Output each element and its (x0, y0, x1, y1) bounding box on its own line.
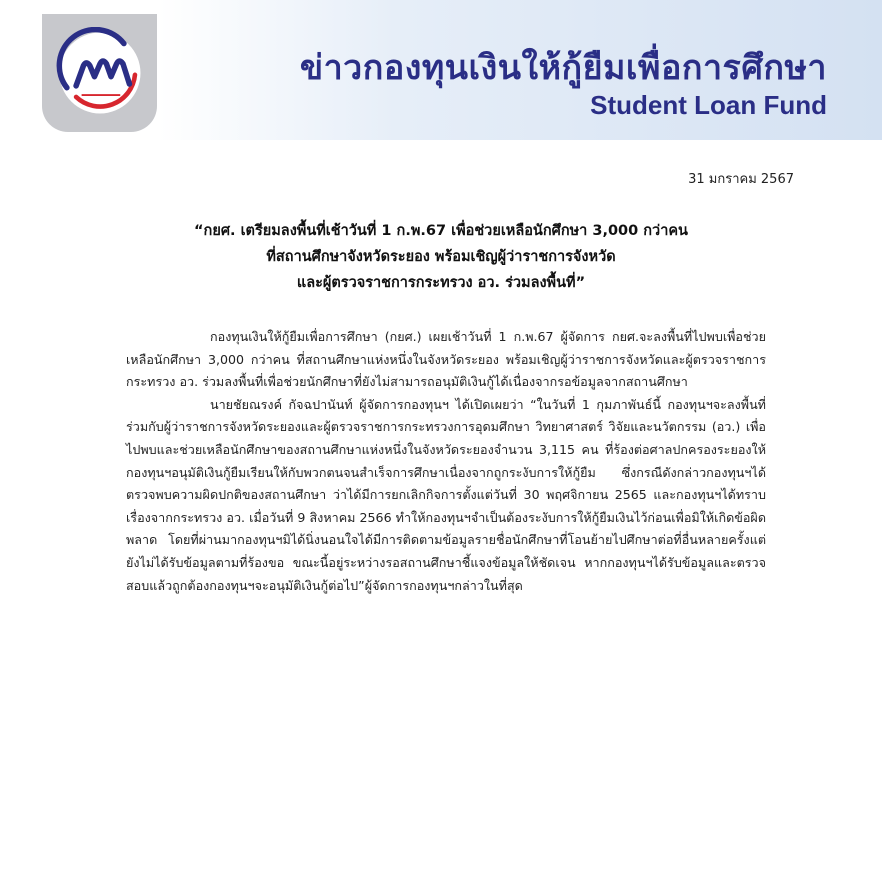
headline-line-1: “กยศ. เตรียมลงพื้นที่เช้าวันที่ 1 ก.พ.67 เพื่อช่วยเหลือนักศึกษา 3,000 กว่าคน (194, 223, 688, 239)
body-paragraph-1: กองทุนเงินให้กู้ยืมเพื่อการศึกษา (กยศ.) เผยเช้าวันที่ 1 ก.พ.67 ผู้จัดการ กยศ.จะลงพื้นที่ไปพบเพื่อช่วยเหลือนักศึกษา 3,000 กว่าคน ที่สถานศึกษาแห่งหนึ่งในจังหวัดระยอง พร้อมเชิญผู้ว่าราชการจังหวัดและผู้ตรวจราชการกระทรวง อว. ร่วมลงพื้นที่เพื่อช่วยนักศึกษาที่ยังไม่สามารถอนุมัติเงินกู้ได้เนื่องจากรอข้อมูลจากสถานศึกษา (126, 329, 766, 390)
body-paragraph-2: นายชัยณรงค์ กัจฉปานันท์ ผู้จัดการกองทุนฯ ได้เปิดเผยว่า “ในวันที่ 1 กุมภาพันธ์นี้ กองทุนฯจะลงพื้นที่ร่วมกับผู้ว่าราชการจังหวัดระยองและผู้ตรวจราชการกระทรวงการอุดมศึกษา วิทยาศาสตร์ วิจัยและนวัตกรรม (อว.) เพื่อไปพบและช่วยเหลือนักศึกษาของสถานศึกษาแห่งหนึ่งในจังหวัดระยองจำนวน 3,115 คน ที่ร้องต่อศาลปกครองระยองให้กองทุนฯอนุมัติเงินกู้ยืมเรียนให้กับพวกตนจนสำเร็จการศึกษาเนื่องจากถูกระงับการให้กู้ยืม ซึ่งกรณีดังกล่าวกองทุนฯได้ตรวจพบความผิดปกติของสถานศึกษา ว่าได้มีการยกเลิกกิจการตั้งแต่วันที่ 30 พฤศจิกายน 2565 และกองทุนฯได้ทราบเรื่องจากกระทรวง อว. เมื่อวันที่ 9 สิงหาคม 2566 ทำให้กองทุนฯจำเป็นต้องระงับการให้กู้ยืมเงินไว้ก่อนเพื่อมิให้เกิดข้อผิดพลาด โดยที่ผ่านมากองทุนฯมิได้นิ่งนอนใจได้มีการติดตามข้อมูลรายชื่อนักศึกษาที่โอนย้ายไปศึกษาต่อที่อื่นหลายครั้งแต่ยังไม่ได้รับข้อมูลตามที่ร้องขอ ขณะนี้อยู่ระหว่างรอสถานศึกษาชี้แจงข้อมูลให้ชัดเจน หากกองทุนฯได้รับข้อมูลและตรวจสอบแล้วถูกต้องกองทุนฯจะอนุมัติเงินกู้ต่อไป”ผู้จัดการกองทุนฯกล่าวในที่สุด (126, 396, 766, 593)
press-release-headline (100, 218, 782, 296)
press-release-body (126, 326, 766, 597)
logo-tile (42, 14, 157, 132)
headline-line-3: และผู้ตรวจราชการกระทรวง อว. ร่วมลงพื้นที่” (296, 275, 586, 291)
header-title-english: Student Loan Fund (590, 90, 827, 120)
news-header-banner (0, 0, 882, 140)
header-title-thai: ข่าวกองทุนเงินให้กู้ยืมเพื่อการศึกษา (299, 48, 827, 88)
student-loan-fund-logo-icon (54, 27, 146, 119)
press-release-date: 31 มกราคม 2567 (688, 172, 794, 187)
headline-line-2: ที่สถานศึกษาจังหวัดระยอง พร้อมเชิญผู้ว่าราชการจังหวัด (266, 249, 616, 265)
